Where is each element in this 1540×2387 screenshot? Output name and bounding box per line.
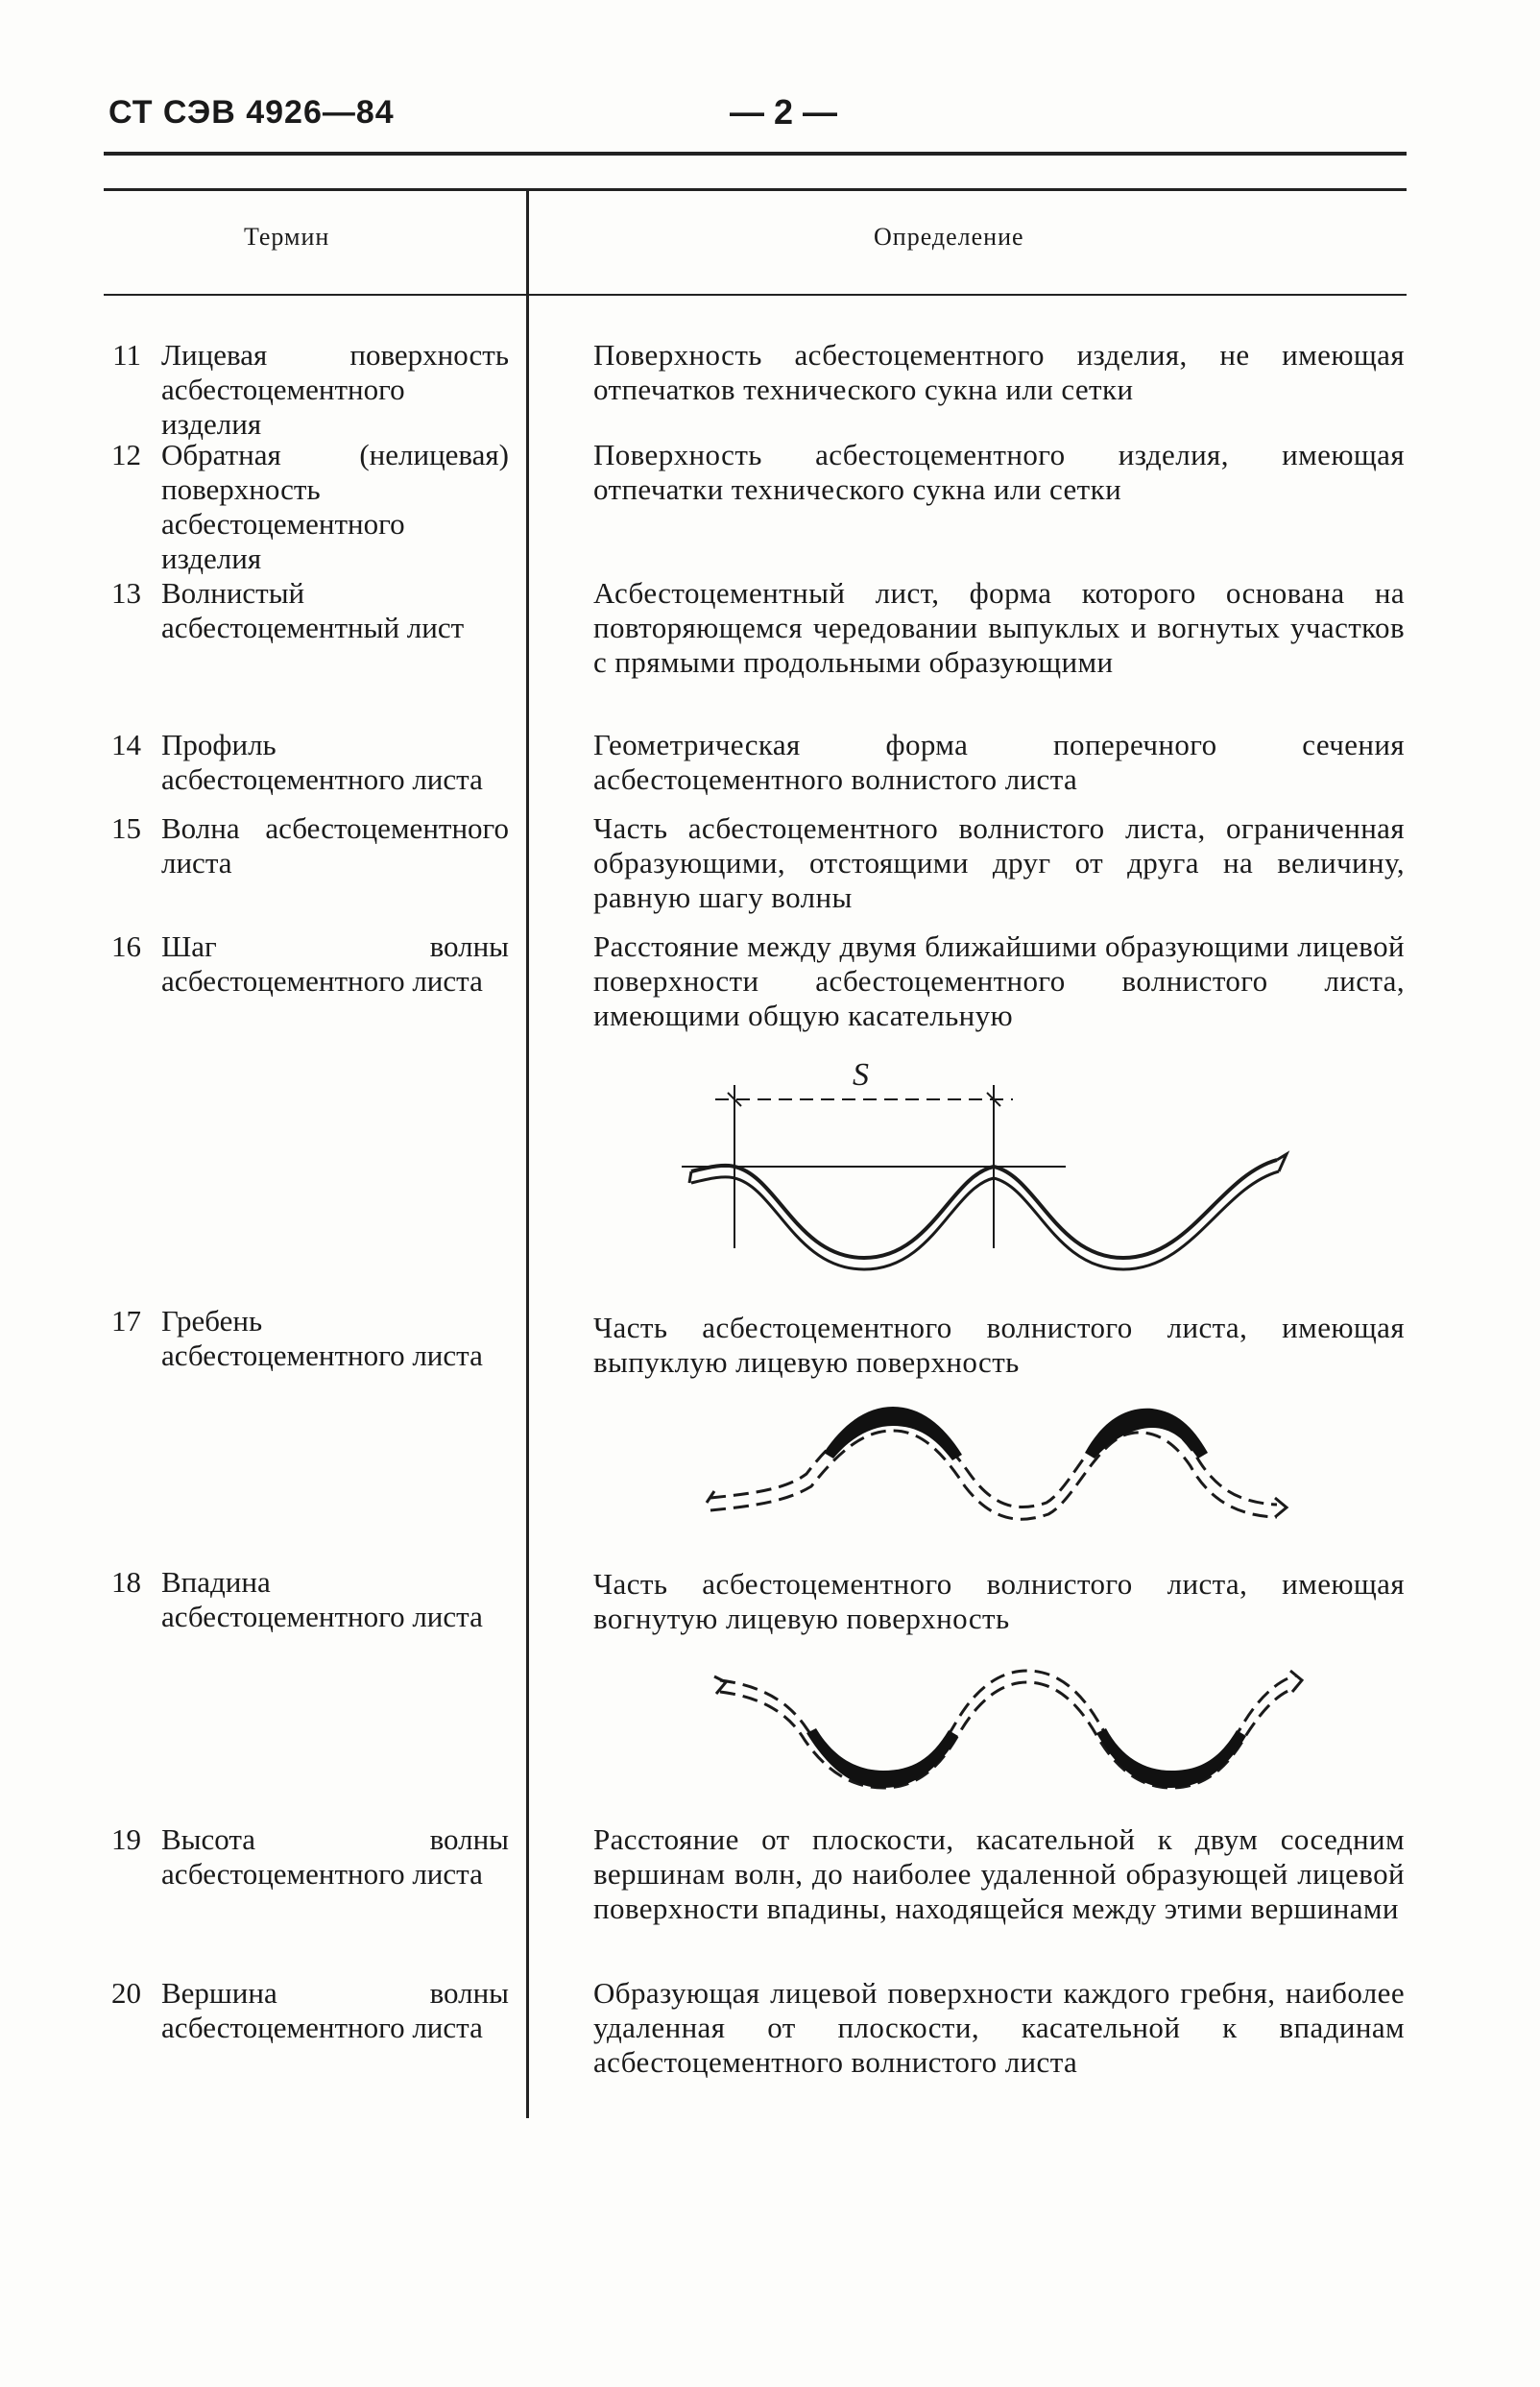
term-number: 13 (111, 576, 141, 610)
term-text: Волнистый асбестоцементный лист (161, 576, 465, 644)
term-number: 11 (112, 338, 141, 372)
term-number: 18 (111, 1565, 141, 1599)
term-text: Впадина асбестоцементного листа (161, 1565, 483, 1633)
top-rule (104, 152, 1407, 156)
term-number: 20 (111, 1976, 141, 2010)
term-text: Вершина волны асбестоцементного листа (161, 1976, 509, 2044)
definition-text: Асбестоцементный лист, форма которого основана на повторяющемся чередовании выпуклых и вогнутых участков с прямыми продольными образующими (593, 576, 1405, 679)
column-header-definition: Определение (874, 223, 1024, 251)
term-text: Высота волны асбестоцементного листа (161, 1822, 509, 1891)
definition-text: Часть асбестоцементного волнистого листа, имеющая выпуклую лицевую поверхность (593, 1311, 1405, 1379)
pitch-label: S (853, 1057, 869, 1093)
column-divider (526, 190, 529, 2118)
term-text: Шаг волны асбестоцементного листа (161, 929, 509, 998)
term-text: Волна асбестоцементного листа (161, 811, 509, 880)
term-number: 16 (111, 929, 141, 963)
header-bottom-rule (104, 294, 1407, 296)
document-code: СТ СЭВ 4926—84 (108, 94, 395, 131)
definition-text: Расстояние от плоскости, касательной к двум соседним вершинам волн, до наиболее удаленной образующей лицевой поверхности впадины, находящейся между этими вершинами (593, 1822, 1405, 1925)
table-top-rule (104, 188, 1407, 191)
definition-text: Геометрическая форма поперечного сечения асбестоцементного волнистого листа (593, 728, 1405, 796)
definition-text: Расстояние между двумя ближайшими образующими лицевой поверхности асбестоцементного волнистого листа, имеющими общую касательную (593, 929, 1405, 1032)
wave-crest-diagram-icon (701, 1397, 1296, 1531)
term-text: Гребень асбестоцементного листа (161, 1304, 483, 1372)
definition-text: Поверхность асбестоцементного изделия, имеющая отпечатки технического сукна или сетки (593, 438, 1405, 506)
term-text: Лицевая поверхность асбестоцементного изделия (161, 338, 509, 441)
column-header-term: Термин (244, 223, 330, 251)
wave-trough-diagram-icon (710, 1652, 1306, 1796)
page-number: — 2 — (730, 92, 838, 132)
wave-pitch-diagram-icon (672, 1056, 1306, 1272)
term-number: 15 (111, 811, 141, 845)
definition-text: Часть асбестоцементного волнистого листа, ограниченная образующими, отстоящими друг от друга на величину, равную шагу волны (593, 811, 1405, 914)
term-text: Обратная (нелицевая) поверхность асбестоцементного изделия (161, 438, 509, 575)
term-number: 14 (111, 728, 141, 761)
term-number: 12 (111, 438, 141, 471)
definition-text: Образующая лицевой поверхности каждого гребня, наиболее удаленная от плоскости, касательной к впадинам асбестоцементного волнистого листа (593, 1976, 1405, 2079)
definition-text: Поверхность асбестоцементного изделия, не имеющая отпечатков технического сукна или сетки (593, 338, 1405, 406)
term-number: 17 (111, 1304, 141, 1338)
definition-text: Часть асбестоцементного волнистого листа, имеющая вогнутую лицевую поверхность (593, 1567, 1405, 1635)
term-number: 19 (111, 1822, 141, 1856)
term-text: Профиль асбестоцементного листа (161, 728, 483, 796)
